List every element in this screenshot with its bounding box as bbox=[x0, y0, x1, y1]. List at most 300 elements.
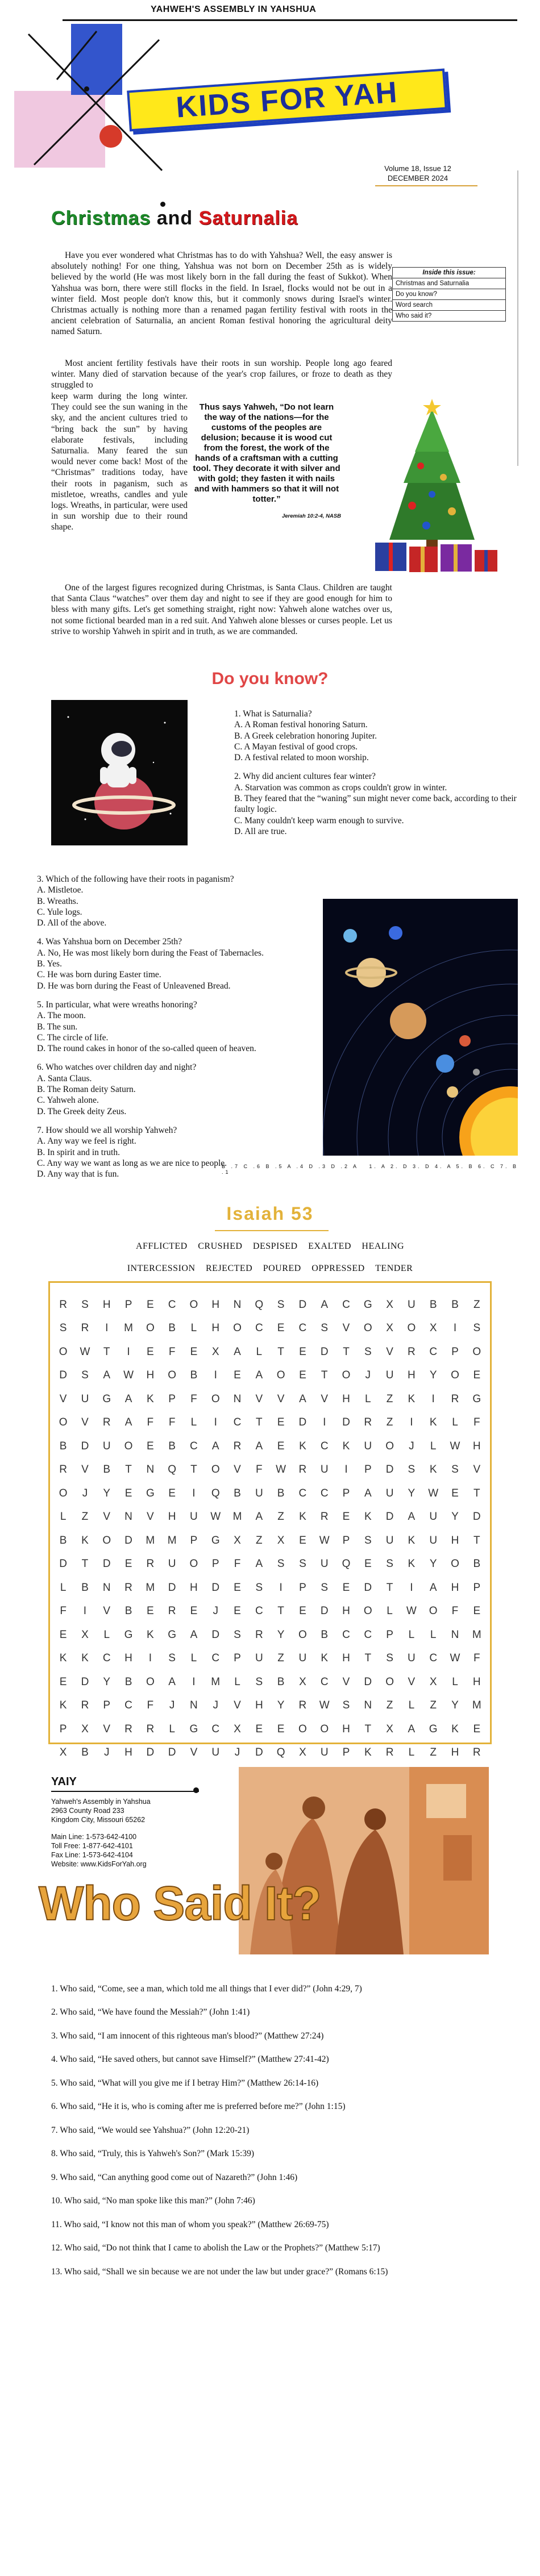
wordsearch-letter: T bbox=[190, 1464, 197, 1476]
wordsearch-letter: H bbox=[146, 1369, 155, 1382]
wordsearch-letter: Y bbox=[277, 1628, 285, 1641]
wordsearch-letter: E bbox=[234, 1369, 241, 1382]
answer-option: D. Any way that is fun. bbox=[37, 1169, 119, 1179]
wordsearch-letter: B bbox=[81, 1581, 89, 1594]
quiz-question-4 bbox=[37, 936, 333, 991]
wordsearch-row bbox=[52, 1623, 488, 1647]
wordsearch-letter: K bbox=[429, 1464, 437, 1476]
wordsearch-letter: I bbox=[453, 1322, 457, 1335]
wordsearch-letter: O bbox=[385, 1440, 394, 1452]
answer-option: C. He was born during Easter time. bbox=[37, 970, 161, 980]
wordsearch-letter: A bbox=[255, 1369, 263, 1382]
address-line: Yahweh's Assembly in Yahshua bbox=[51, 1798, 151, 1806]
wordsearch-letter: G bbox=[189, 1723, 198, 1735]
wordsearch-row bbox=[52, 1364, 488, 1388]
wordsearch-word: TENDER bbox=[375, 1264, 413, 1273]
wordsearch-letter: X bbox=[81, 1723, 89, 1735]
wordsearch-letter: S bbox=[255, 1581, 263, 1594]
wordsearch-letter: M bbox=[472, 1699, 481, 1712]
wordsearch-letter: B bbox=[234, 1487, 241, 1499]
question-text: 2. Why did ancient cultures fear winter? bbox=[234, 772, 376, 782]
wordsearch-letter: H bbox=[255, 1699, 263, 1712]
wordsearch-letter: R bbox=[385, 1746, 394, 1759]
wordsearch-letter: Y bbox=[103, 1675, 111, 1688]
wordsearch-letter: D bbox=[298, 1416, 307, 1429]
wordsearch-letter: N bbox=[451, 1628, 459, 1641]
question-text: 3. Which of the following have their roots in paganism? bbox=[37, 874, 234, 884]
wordsearch-letter: O bbox=[59, 1487, 68, 1499]
wordsearch-letter: Z bbox=[386, 1699, 393, 1712]
wordsearch-letter: W bbox=[80, 1345, 90, 1358]
wordsearch-letter: R bbox=[59, 1464, 67, 1476]
wordsearch-letter: E bbox=[124, 1487, 132, 1499]
answer-key: 1. A 2. D 3. D 4. A 5. B 6. C 7. B bbox=[369, 1164, 518, 1169]
wordsearch-letter: H bbox=[124, 1746, 132, 1759]
sidebar-item: Word search bbox=[393, 300, 505, 311]
wordsearch-word-bank-row-2 bbox=[0, 1264, 540, 1274]
wordsearch-letter: Y bbox=[408, 1487, 416, 1499]
issue-volume: Volume 18, Issue 12 bbox=[384, 164, 451, 173]
question-text: 5. In particular, what were wreaths honoring? bbox=[37, 999, 197, 1010]
wordsearch-row bbox=[52, 1694, 488, 1718]
title-banner bbox=[127, 69, 447, 132]
wordsearch-letter: M bbox=[472, 1628, 481, 1641]
wordsearch-letter: H bbox=[472, 1440, 481, 1452]
wordsearch-letter: E bbox=[146, 1605, 154, 1618]
answer-option: A. No, He was most likely born during the Feast of Tabernacles. bbox=[37, 948, 264, 958]
answer-option: D. All are true. bbox=[234, 826, 287, 836]
answer-option: B. Yes. bbox=[37, 959, 62, 969]
wordsearch-letter: O bbox=[298, 1723, 307, 1735]
wordsearch-letter: C bbox=[102, 1652, 111, 1665]
wordsearch-letter: R bbox=[124, 1581, 132, 1594]
article-paragraph-2: Most ancient fertility festivals have their roots in sun worship. People long ago feared winter. Many died of starvation because of the year's crop failures, or froze to death as they struggled to bbox=[51, 359, 392, 390]
wordsearch-letter: T bbox=[364, 1723, 372, 1735]
wordsearch-letter: C bbox=[211, 1723, 220, 1735]
wordsearch-letter: U bbox=[320, 1746, 329, 1759]
wordsearch-letter: K bbox=[299, 1511, 306, 1523]
wordsearch-letter: K bbox=[342, 1440, 350, 1452]
wordsearch-letter: H bbox=[124, 1652, 132, 1665]
wordsearch-letter: I bbox=[127, 1345, 130, 1358]
who-said-it-question: 4. Who said, “He saved others, but cannot save Himself?” (Matthew 27:41-42) bbox=[51, 2054, 329, 2065]
wordsearch-letter: F bbox=[168, 1345, 176, 1358]
wordsearch-letter: Z bbox=[277, 1511, 284, 1523]
wordsearch-letter: Z bbox=[430, 1699, 437, 1712]
address-line: 2963 County Road 233 bbox=[51, 1807, 124, 1815]
answer-option: C. A Mayan festival of good crops. bbox=[234, 741, 358, 752]
wordsearch-letter: H bbox=[342, 1723, 350, 1735]
wordsearch-letter: F bbox=[451, 1605, 459, 1618]
wordsearch-letter: C bbox=[233, 1416, 242, 1429]
wordsearch-letter: U bbox=[255, 1487, 263, 1499]
question-text: 4. Was Yahshua born on December 25th? bbox=[37, 937, 182, 947]
wordsearch-letter: L bbox=[60, 1581, 67, 1594]
wordsearch-letter: I bbox=[410, 1416, 413, 1429]
wordsearch-letter: X bbox=[299, 1675, 306, 1688]
question-text: 7. How should we all worship Yahweh? bbox=[37, 1125, 177, 1135]
decorative-dot bbox=[193, 1787, 199, 1793]
wordsearch-letter: R bbox=[408, 1345, 416, 1358]
wordsearch-letter: A bbox=[168, 1675, 176, 1688]
wordsearch-letter: B bbox=[168, 1440, 176, 1452]
wordsearch-letter: E bbox=[473, 1605, 481, 1618]
wordsearch-letter: X bbox=[429, 1675, 437, 1688]
wordsearch-letter: O bbox=[472, 1345, 481, 1358]
wordsearch-letter: O bbox=[276, 1369, 285, 1382]
wordsearch-letter: B bbox=[124, 1675, 132, 1688]
wordsearch-letter: S bbox=[386, 1558, 393, 1570]
article-title-christmas: Christmas bbox=[51, 207, 151, 229]
wordsearch-row bbox=[52, 1576, 488, 1600]
wordsearch-letter: H bbox=[451, 1534, 459, 1547]
wordsearch-letter: O bbox=[59, 1416, 68, 1429]
wordsearch-letter: W bbox=[319, 1699, 330, 1712]
wordsearch-letter: Y bbox=[277, 1699, 285, 1712]
wordsearch-letter: C bbox=[211, 1652, 220, 1665]
wordsearch-letter: E bbox=[234, 1581, 241, 1594]
wordsearch-letter: V bbox=[342, 1675, 350, 1688]
wordsearch-letter: A bbox=[429, 1581, 437, 1594]
wordsearch-letter: V bbox=[255, 1393, 263, 1405]
wordsearch-letter: T bbox=[277, 1605, 284, 1618]
wordsearch-letter: H bbox=[451, 1581, 459, 1594]
wordsearch-letter: C bbox=[429, 1652, 438, 1665]
article-title-and: and bbox=[156, 207, 193, 229]
wordsearch-letter: I bbox=[83, 1605, 87, 1618]
wordsearch-letter: E bbox=[473, 1369, 481, 1382]
wordsearch-letter: B bbox=[124, 1605, 132, 1618]
wordsearch-letter: H bbox=[342, 1393, 350, 1405]
wordsearch-letter: N bbox=[364, 1699, 372, 1712]
wordsearch-letter: D bbox=[320, 1345, 329, 1358]
answer-option: A. Any way we feel is right. bbox=[37, 1136, 136, 1147]
wordsearch-letter: R bbox=[298, 1699, 307, 1712]
wordsearch-letter: E bbox=[299, 1534, 306, 1547]
back-org-abbrev: YAIY bbox=[51, 1775, 77, 1788]
wordsearch-letter: R bbox=[81, 1699, 89, 1712]
wordsearch-letter: O bbox=[189, 1298, 198, 1311]
wordsearch-letter: C bbox=[298, 1322, 307, 1335]
wordsearch-letter: S bbox=[321, 1581, 329, 1594]
wordsearch-letter: O bbox=[59, 1345, 68, 1358]
christmas-tree-illustration bbox=[358, 398, 506, 580]
wordsearch-word: EXALTED bbox=[308, 1241, 351, 1251]
wordsearch-row bbox=[52, 1387, 488, 1411]
wordsearch-letter: W bbox=[450, 1652, 460, 1665]
wordsearch-letter: V bbox=[408, 1675, 416, 1688]
wordsearch-letter: W bbox=[319, 1534, 330, 1547]
wordsearch-letter: R bbox=[451, 1393, 459, 1405]
quiz-question-6 bbox=[37, 1062, 333, 1116]
who-said-it-question: 13. Who said, “Shall we sin because we are not under the law but under grace?” (Romans 6:15) bbox=[51, 2266, 388, 2277]
wordsearch-letter: A bbox=[408, 1723, 416, 1735]
wordsearch-word: AFFLICTED bbox=[136, 1241, 188, 1251]
wordsearch-letter: E bbox=[146, 1440, 154, 1452]
wordsearch-letter: U bbox=[429, 1534, 438, 1547]
wordsearch-letter: R bbox=[364, 1416, 372, 1429]
wordsearch-letter: S bbox=[386, 1652, 393, 1665]
wordsearch-letter: V bbox=[103, 1511, 111, 1523]
wordsearch-letter: H bbox=[451, 1746, 459, 1759]
wordsearch-letter: K bbox=[146, 1628, 154, 1641]
quiz-title: Do you know? bbox=[211, 669, 329, 688]
wordsearch-letter: L bbox=[190, 1416, 197, 1429]
wordsearch-letter: N bbox=[124, 1511, 132, 1523]
wordsearch-letter: L bbox=[452, 1416, 458, 1429]
wordsearch-letter: S bbox=[321, 1322, 329, 1335]
wordsearch-letter: L bbox=[387, 1605, 393, 1618]
wordsearch-letter: K bbox=[146, 1393, 154, 1405]
wordsearch-letter: E bbox=[59, 1628, 67, 1641]
wordsearch-letter: K bbox=[451, 1723, 459, 1735]
wordsearch-letter: J bbox=[234, 1746, 240, 1759]
org-name: YAHWEH'S ASSEMBLY IN YAHSHUA bbox=[151, 5, 317, 14]
wordsearch-letter: P bbox=[168, 1393, 176, 1405]
contact-line: Main Line: 1-573-642-4100 bbox=[51, 1833, 137, 1841]
wordsearch-letter: O bbox=[233, 1322, 242, 1335]
wordsearch-letter: P bbox=[473, 1581, 481, 1594]
wordsearch-letter: X bbox=[299, 1746, 306, 1759]
wordsearch-letter: G bbox=[472, 1393, 481, 1405]
wordsearch-letter: S bbox=[234, 1628, 241, 1641]
wordsearch-letter: K bbox=[429, 1416, 437, 1429]
wordsearch-letter: H bbox=[472, 1675, 481, 1688]
wordsearch-letter: K bbox=[408, 1534, 416, 1547]
who-said-it-question: 11. Who said, “I know not this man of whom you speak?” (Matthew 26:69-75) bbox=[51, 2219, 329, 2229]
wordsearch-letter: R bbox=[298, 1464, 307, 1476]
answer-option: C. The circle of life. bbox=[37, 1032, 109, 1043]
wordsearch-letter: C bbox=[320, 1675, 329, 1688]
wordsearch-letter: B bbox=[321, 1628, 329, 1641]
answer-option: B. In spirit and in truth. bbox=[37, 1147, 120, 1157]
wordsearch-letter: Y bbox=[451, 1511, 459, 1523]
wordsearch-letter: G bbox=[146, 1487, 155, 1499]
wordsearch-letter: D bbox=[364, 1675, 372, 1688]
wordsearch-letter: F bbox=[473, 1416, 480, 1429]
quiz-question-2 bbox=[234, 771, 518, 837]
wordsearch-letter: E bbox=[277, 1416, 285, 1429]
answer-option: C. Yahweh alone. bbox=[37, 1095, 99, 1106]
wordsearch-letter: Z bbox=[473, 1298, 480, 1311]
wordsearch-letter: U bbox=[385, 1534, 394, 1547]
wordsearch-letter: R bbox=[124, 1723, 132, 1735]
wordsearch-row bbox=[52, 1647, 488, 1671]
wordsearch-letter: W bbox=[450, 1440, 460, 1452]
wordsearch-letter: R bbox=[168, 1605, 176, 1618]
wordsearch-letter: Q bbox=[211, 1487, 220, 1499]
question-text: 6. Who watches over children day and night? bbox=[37, 1062, 197, 1073]
wordsearch-row bbox=[52, 1340, 488, 1364]
wordsearch-letter: V bbox=[190, 1746, 198, 1759]
wordsearch-letter: K bbox=[321, 1652, 329, 1665]
wordsearch-letter: U bbox=[408, 1652, 416, 1665]
wordsearch-letter: O bbox=[124, 1440, 133, 1452]
wordsearch-letter: U bbox=[102, 1440, 111, 1452]
contact-line: Fax Line: 1-573-642-4104 bbox=[51, 1851, 133, 1859]
decorative-dot bbox=[160, 202, 165, 207]
who-said-it-question: 3. Who said, “I am innocent of this righteous man's blood?” (Matthew 27:24) bbox=[51, 2031, 324, 2041]
wordsearch-letter: O bbox=[168, 1369, 177, 1382]
answer-option: B. The sun. bbox=[37, 1022, 78, 1032]
wordsearch-letter: Z bbox=[277, 1652, 284, 1665]
wordsearch-letter: P bbox=[234, 1652, 241, 1665]
wordsearch-letter: X bbox=[386, 1723, 393, 1735]
wordsearch-letter: P bbox=[190, 1534, 198, 1547]
wordsearch-letter: E bbox=[342, 1581, 350, 1594]
wordsearch-letter: E bbox=[234, 1605, 241, 1618]
who-said-it-list bbox=[51, 1977, 523, 2284]
wordsearch-letter: Q bbox=[168, 1464, 177, 1476]
solar-system-illustration bbox=[323, 899, 518, 1156]
wordsearch-letter: O bbox=[211, 1464, 220, 1476]
who-said-it-question: 5. Who said, “What will you give me if I betray Him?” (Matthew 26:14-16) bbox=[51, 2078, 319, 2088]
wordsearch-letter: E bbox=[451, 1487, 459, 1499]
wordsearch-letter: Q bbox=[276, 1746, 285, 1759]
wordsearch-letter: D bbox=[255, 1746, 263, 1759]
wordsearch-letter: H bbox=[102, 1298, 111, 1311]
wordsearch-letter: V bbox=[59, 1393, 67, 1405]
wordsearch-letter: V bbox=[103, 1605, 111, 1618]
wordsearch-letter: O bbox=[363, 1605, 372, 1618]
wordsearch-letter: J bbox=[103, 1746, 110, 1759]
wordsearch-letter: D bbox=[298, 1298, 307, 1311]
wordsearch-letter: Z bbox=[386, 1416, 393, 1429]
wordsearch-letter: H bbox=[342, 1652, 350, 1665]
wordsearch-letter: L bbox=[430, 1440, 437, 1452]
wordsearch-letter: A bbox=[255, 1558, 263, 1570]
wordsearch-word: REJECTED bbox=[206, 1264, 253, 1273]
article-title bbox=[51, 207, 298, 230]
wordsearch-letter: J bbox=[213, 1605, 218, 1618]
wordsearch-letter: N bbox=[102, 1581, 111, 1594]
wordsearch-letter: E bbox=[277, 1440, 285, 1452]
wordsearch-letter: U bbox=[298, 1652, 307, 1665]
wordsearch-letter: D bbox=[342, 1416, 350, 1429]
wordsearch-letter: X bbox=[234, 1534, 241, 1547]
wordsearch-row bbox=[52, 1529, 488, 1553]
wordsearch-word: DESPISED bbox=[252, 1241, 298, 1251]
wordsearch-letter: T bbox=[256, 1416, 263, 1429]
wordsearch-letter: D bbox=[59, 1369, 67, 1382]
wordsearch-letter: S bbox=[81, 1298, 89, 1311]
wordsearch-row bbox=[52, 1458, 488, 1482]
answer-option: C. Yule logs. bbox=[37, 907, 82, 917]
wordsearch-letter: W bbox=[428, 1487, 439, 1499]
wordsearch-letter: E bbox=[190, 1345, 198, 1358]
wordsearch-letter: D bbox=[168, 1746, 176, 1759]
wordsearch-word-bank-row-1 bbox=[0, 1241, 540, 1252]
wordsearch-letter: X bbox=[386, 1322, 393, 1335]
wordsearch-letter: E bbox=[342, 1511, 350, 1523]
wordsearch-letter: U bbox=[168, 1558, 176, 1570]
quiz-questions-3-7 bbox=[37, 874, 333, 1179]
wordsearch-row bbox=[52, 1435, 488, 1458]
wordsearch-letter: K bbox=[299, 1440, 306, 1452]
wordsearch-letter: F bbox=[168, 1416, 176, 1429]
wordsearch-letter: G bbox=[363, 1298, 372, 1311]
wordsearch-letter: Z bbox=[386, 1393, 393, 1405]
wordsearch-letter: A bbox=[408, 1511, 416, 1523]
wordsearch-letter: L bbox=[169, 1723, 175, 1735]
wordsearch-row bbox=[52, 1293, 488, 1317]
who-said-it-question: 8. Who said, “Truly, this is Yahweh's Son?” (Mark 15:39) bbox=[51, 2149, 254, 2159]
wordsearch-letter: X bbox=[429, 1322, 437, 1335]
wordsearch-letter: R bbox=[81, 1322, 89, 1335]
wordsearch-letter: D bbox=[385, 1511, 394, 1523]
wordsearch-letter: O bbox=[298, 1628, 307, 1641]
answer-option: D. All of the above. bbox=[37, 918, 107, 928]
article-paragraph-1: Have you ever wondered what Christmas has to do with Yahshua? Well, the easy answer is absolutely nothing! For one thing, Yahshua was not born on December 25th as is widely believed by the world (He was most likely born in the fall during the feast of Sukkot). When Yahshua was born, there were still flocks in the field. In Israel, flocks would not be out in a winter field. Most people don't know this, but it commonly snows during Israel's winter. Christmas actually is nothing more than a renamed pagan fertility festival with roots in the ancient celebration of Saturnalia, an ancient Roman festival honoring the agricultural deity named Saturn. bbox=[51, 251, 392, 337]
wordsearch-letter: P bbox=[124, 1298, 132, 1311]
wordsearch-letter: P bbox=[451, 1345, 459, 1358]
answer-option: B. They feared that the “waning” sun might never come back, according to their faulty logic. bbox=[234, 794, 517, 815]
wordsearch-letter: B bbox=[168, 1322, 176, 1335]
wordsearch-letter: S bbox=[168, 1652, 176, 1665]
wordsearch-letter: M bbox=[124, 1322, 133, 1335]
wordsearch-letter: E bbox=[146, 1298, 154, 1311]
wordsearch-letter: O bbox=[363, 1322, 372, 1335]
wordsearch-letter: J bbox=[82, 1487, 88, 1499]
wordsearch-letter: G bbox=[429, 1723, 438, 1735]
wordsearch-letter: V bbox=[234, 1464, 241, 1476]
wordsearch-letter: D bbox=[211, 1628, 220, 1641]
wordsearch-letter: L bbox=[60, 1511, 67, 1523]
wordsearch-letter: S bbox=[408, 1464, 416, 1476]
wordsearch-letter: N bbox=[233, 1393, 242, 1405]
wordsearch-row bbox=[52, 1718, 488, 1741]
issue-rule bbox=[375, 185, 477, 186]
wordsearch-letter: P bbox=[299, 1581, 306, 1594]
wordsearch-letter: M bbox=[232, 1511, 242, 1523]
wordsearch-letter: F bbox=[234, 1558, 241, 1570]
wordsearch-letter: D bbox=[81, 1675, 89, 1688]
wordsearch-letter: C bbox=[124, 1699, 132, 1712]
wordsearch-letter: E bbox=[299, 1369, 306, 1382]
wordsearch-letter: G bbox=[168, 1628, 177, 1641]
wordsearch-letter: V bbox=[81, 1464, 89, 1476]
wordsearch-letter: O bbox=[189, 1558, 198, 1570]
wordsearch-letter: F bbox=[147, 1699, 154, 1712]
wordsearch-letter: H bbox=[168, 1511, 176, 1523]
wordsearch-letter: E bbox=[146, 1345, 154, 1358]
answer-option: A. Starvation was common as crops couldn't grow in winter. bbox=[234, 782, 447, 793]
wordsearch-letter: U bbox=[429, 1511, 438, 1523]
wordsearch-letter: J bbox=[213, 1699, 218, 1712]
decorative-dot bbox=[84, 86, 89, 91]
wordsearch-letter: E bbox=[277, 1322, 285, 1335]
wordsearch-letter: Y bbox=[429, 1369, 437, 1382]
wordsearch-letter: P bbox=[342, 1534, 350, 1547]
wordsearch-letter: C bbox=[364, 1628, 372, 1641]
wordsearch-letter: N bbox=[146, 1464, 155, 1476]
wordsearch-letter: V bbox=[234, 1699, 241, 1712]
wordsearch-letter: K bbox=[364, 1746, 372, 1759]
wordsearch-letter: V bbox=[473, 1464, 481, 1476]
wordsearch-letter: O bbox=[146, 1322, 155, 1335]
wordsearch-letter: D bbox=[385, 1464, 394, 1476]
wordsearch-letter: G bbox=[102, 1393, 111, 1405]
wordsearch-letter: R bbox=[146, 1723, 155, 1735]
wordsearch-letter: K bbox=[81, 1534, 89, 1547]
issue-info bbox=[375, 164, 460, 183]
wordsearch-letter: L bbox=[365, 1393, 371, 1405]
who-said-it-question: 12. Who said, “Do not think that I came to abolish the Law or the Prophets?” (Matthew 5:17) bbox=[51, 2243, 380, 2253]
wordsearch-letter: D bbox=[364, 1581, 372, 1594]
wordsearch-letter: L bbox=[452, 1675, 458, 1688]
wordsearch-title: Isaiah 53 bbox=[226, 1203, 314, 1224]
back-rule bbox=[51, 1791, 199, 1792]
